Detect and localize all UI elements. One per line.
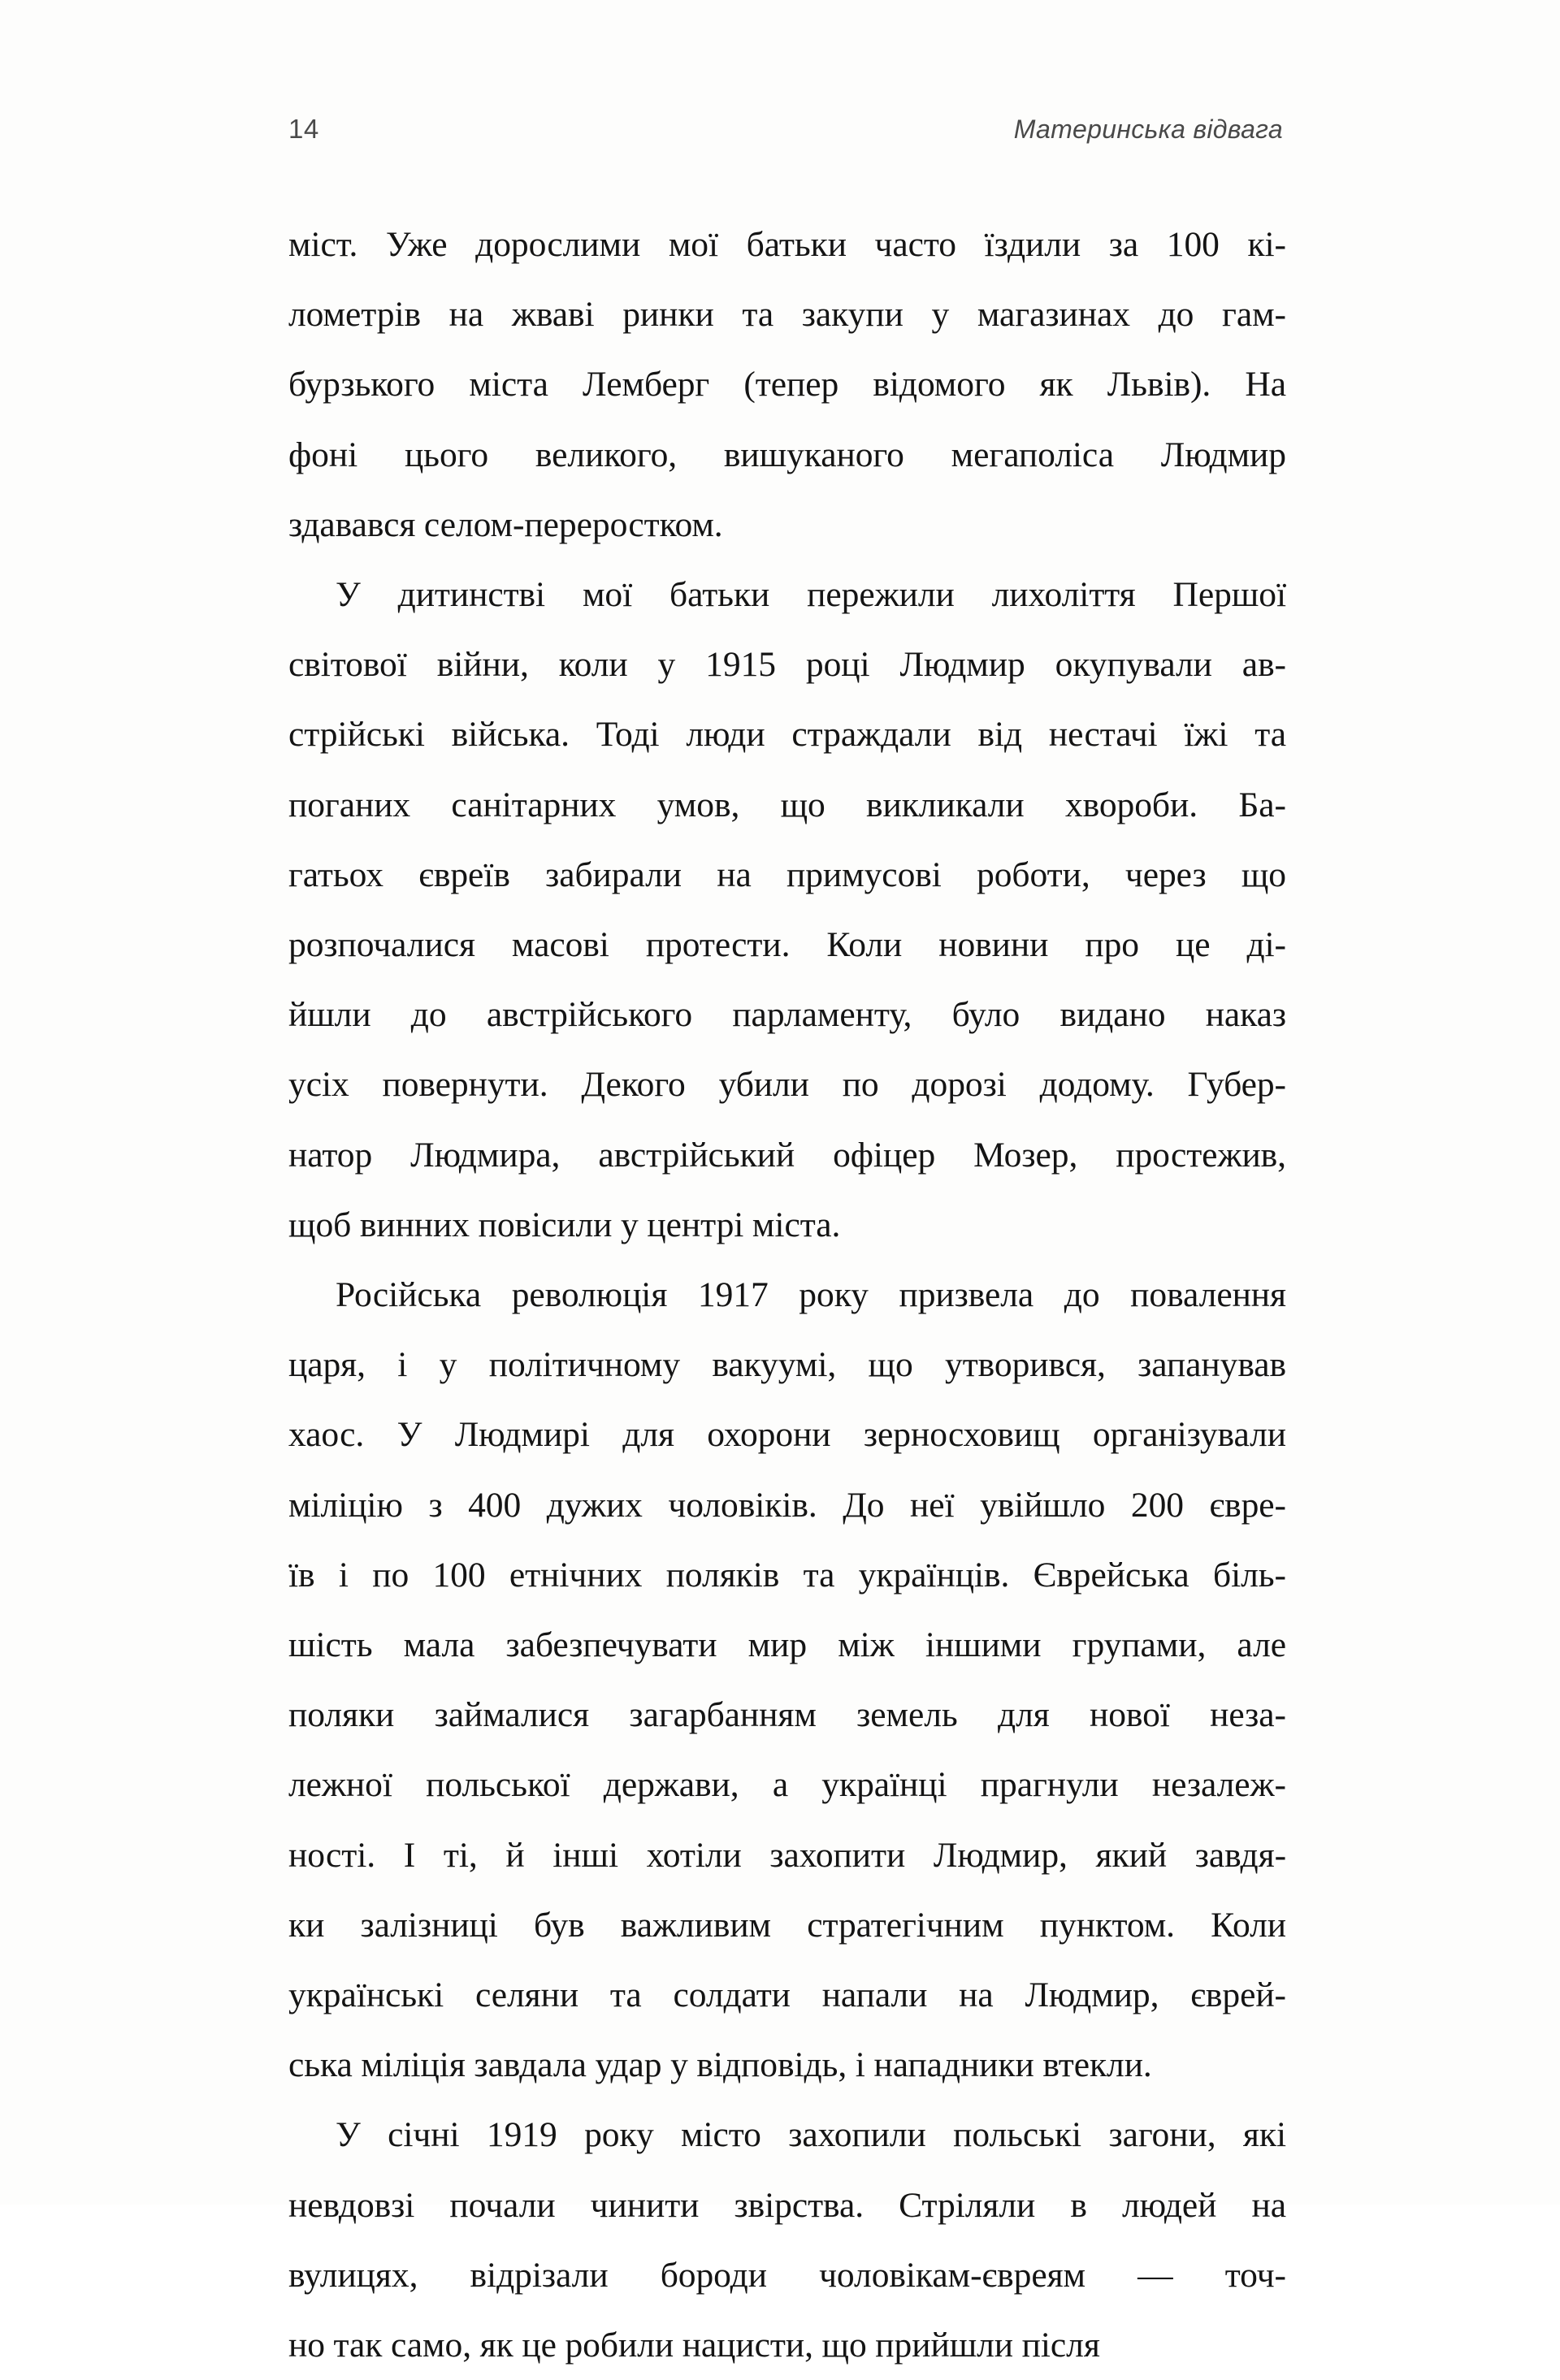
text-line: хаос. У Людмирі для охорони зерносховищ організували: [288, 1415, 1286, 1455]
text-line: здавався селом-переростком.: [288, 504, 723, 544]
text-line: Російська революція 1917 року призвела до повалення: [336, 1275, 1286, 1315]
text-line: ки залізниці був важливим стратегічним пунктом. Коли: [288, 1905, 1286, 1945]
text-line: У дитинстві мої батьки пережили лихоліття Першої: [336, 575, 1286, 615]
paragraph: [288, 560, 1286, 1260]
paragraph: [288, 210, 1286, 560]
page-number: 14: [288, 114, 319, 144]
text-line: поганих санітарних умов, що викликали хвороби. Ба-: [288, 785, 1286, 824]
paragraph: [288, 1260, 1286, 2100]
text-line: У січні 1919 року місто захопили польські загони, які: [336, 2115, 1286, 2155]
text-line: їв і по 100 етнічних поляків та українців. Єврейська біль-: [288, 1555, 1286, 1595]
text-line: натор Людмира, австрійський офіцер Мозер, простежив,: [288, 1135, 1286, 1175]
text-line: щоб винних повісили у центрі міста.: [288, 1205, 841, 1244]
text-line: лежної польської держави, а українці прагнули незалеж-: [288, 1765, 1286, 1805]
text-line: ська міліція завдала удар у відповідь, і нападники втекли.: [288, 2045, 1152, 2085]
text-line: йшли до австрійського парламенту, було видано наказ: [288, 995, 1286, 1035]
text-line: бурзького міста Лемберг (тепер відомого як Львів). На: [288, 365, 1286, 405]
text-line: ності. І ті, й інші хотіли захопити Людмир, який завдя-: [288, 1835, 1286, 1875]
text-line: розпочалися масові протести. Коли новини про це ді-: [288, 925, 1286, 965]
text-line: усіх повернути. Декого убили по дорозі додому. Губер-: [288, 1065, 1286, 1105]
text-line: шість мала забезпечувати мир між іншими групами, але: [288, 1625, 1286, 1665]
text-line: стрійські війська. Тоді люди страждали від нестачі їжі та: [288, 715, 1286, 755]
text-line: міст. Уже дорослими мої батьки часто їздили за 100 кі-: [288, 225, 1286, 264]
running-title: Материнська відвага: [1013, 115, 1283, 144]
body-text-block: [288, 210, 1286, 2380]
text-line: но так само, як це робили нацисти, що прийшли після: [288, 2326, 1100, 2365]
text-line: українські селяни та солдати напали на Людмир, єврей-: [288, 1975, 1286, 2015]
text-line: лометрів на жваві ринки та закупи у магазинах до гам-: [288, 295, 1286, 335]
text-line: міліцію з 400 дужих чоловіків. До неї увійшло 200 євре-: [288, 1485, 1286, 1525]
text-line: вулицях, відрізали бороди чоловікам-євреям — точ-: [288, 2255, 1286, 2295]
text-line: фоні цього великого, вишуканого мегаполіса Людмир: [288, 435, 1286, 474]
text-line: царя, і у політичному вакуумі, що утворився, запанував: [288, 1345, 1286, 1385]
running-head: [288, 115, 1284, 164]
text-line: світової війни, коли у 1915 році Людмир окупували ав-: [288, 645, 1286, 685]
paragraph: [288, 2100, 1286, 2380]
text-line: поляки займалися загарбанням земель для нової неза-: [288, 1695, 1286, 1735]
text-line: невдовзі почали чинити звірства. Стріляли в людей на: [288, 2185, 1286, 2225]
text-line: гатьох євреїв забирали на примусові роботи, через що: [288, 855, 1286, 894]
